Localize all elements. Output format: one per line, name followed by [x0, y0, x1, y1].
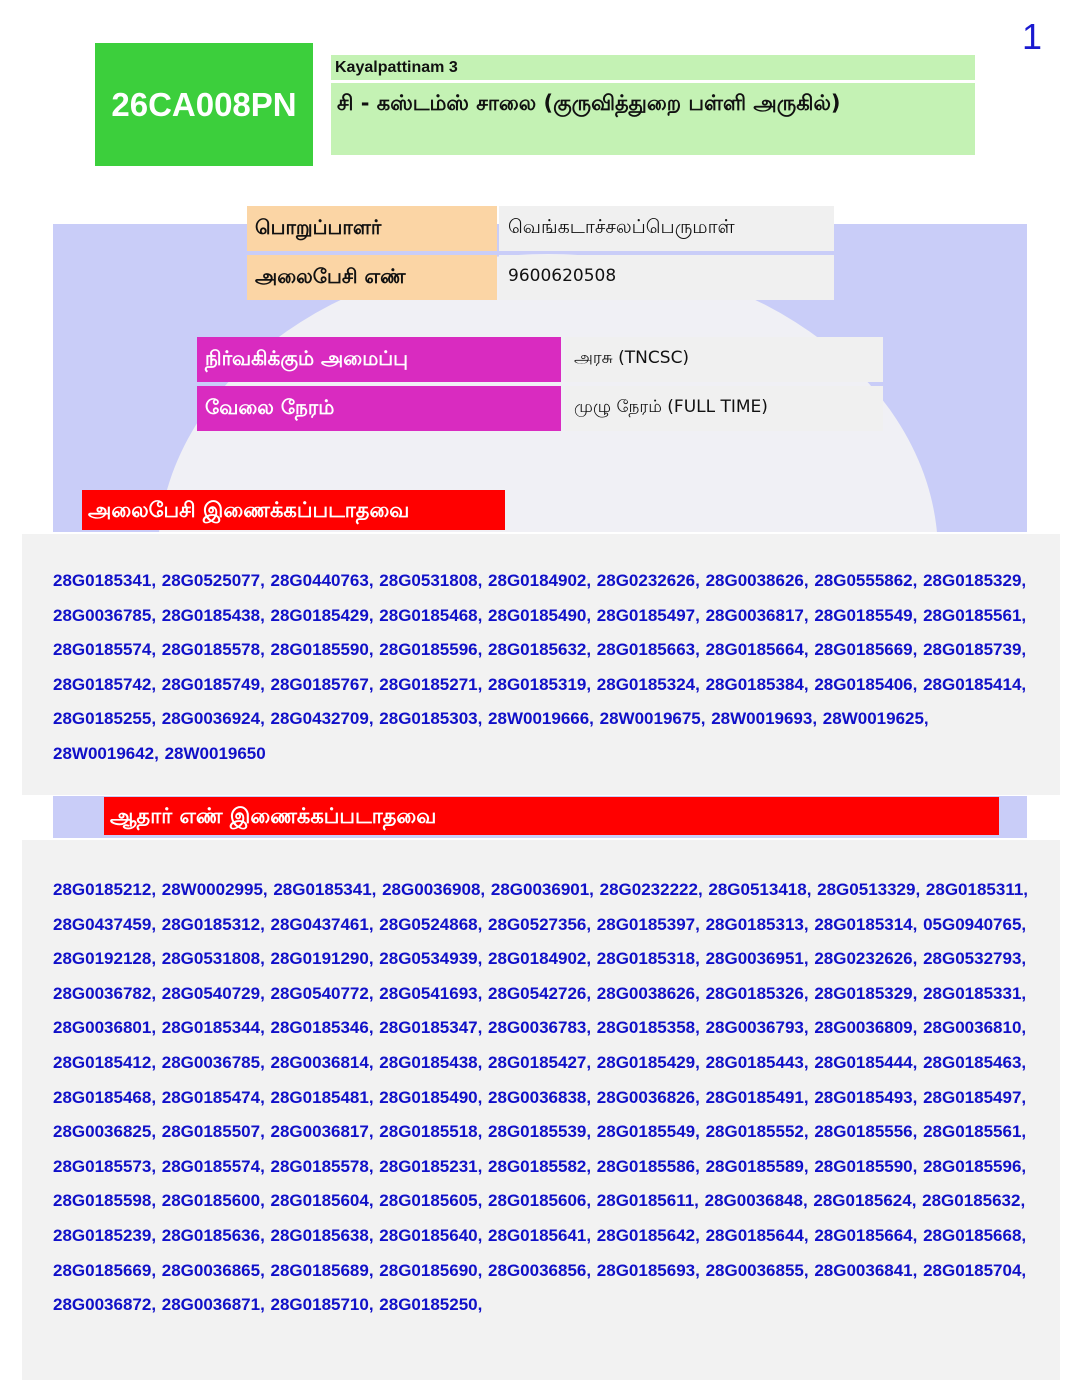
work-hours-label: வேலை நேரம் [197, 386, 561, 431]
mobile-unlinked-list: 28G0185341, 28G0525077, 28G0440763, 28G0531808, 28G0184902, 28G0232626, 28G0038626, 28G0555862, 28G0185329, 28G0036785, 28G0185438, 28G0185429, 28G0185468, 28G0185490, 28G0185497, 28G0036817, 28G0185549, 28G0185561, 28G0185574, 28G0185578, 28G0185590, 28G0185596, 28G0185632, 28G0185663, 28G0185664, 28G0185669, 28G0185739, 28G0185742, 28G0185749, 28G0185767, 28G0185271, 28G0185319, 28G0185324, 28G0185384, 28G0185406, 28G0185414, 28G0185255, 28G0036924, 28G0432709, 28G0185303, 28W0019666, 28W0019675, 28W0019693, 28W0019625, 28W0019642, 28W0019650 [53, 571, 1027, 763]
page-number: 1 [1021, 16, 1043, 57]
aadhaar-unlinked-panel [22, 840, 1060, 1380]
mobile-unlinked-header: அலைபேசி இணைக்கப்படாதவை [82, 490, 505, 530]
organisation-label: நிர்வகிக்கும் அமைப்பு [197, 337, 561, 382]
place-address: சி - கஸ்டம்ஸ் சாலை (குருவித்துறை பள்ளி அருகில்) [331, 83, 975, 155]
organisation-value: அரசு (TNCSC) [565, 337, 883, 382]
incharge-value: வெங்கடாச்சலப்பெருமாள் [499, 206, 834, 251]
mobile-unlinked-panel [22, 534, 1060, 795]
aadhaar-unlinked-list: 28G0185212, 28W0002995, 28G0185341, 28G0036908, 28G0036901, 28G0232222, 28G0513418, 28G0513329, 28G0185311, 28G0437459, 28G0185312, 28G0437461, 28G0524868, 28G0527356, 28G0185397, 28G0185313, 28G0185314, 05G0940765, 28G0192128, 28G0531808, 28G0191290, 28G0534939, 28G0184902, 28G0185318, 28G0036951, 28G0232626, 28G0532793, 28G0036782, 28G0540729, 28G0540772, 28G0541693, 28G0542726, 28G0038626, 28G0185326, 28G0185329, 28G0185331, 28G0036801, 28G0185344, 28G0185346, 28G0185347, 28G0036783, 28G0185358, 28G0036793, 28G0036809, 28G0036810, 28G0185412, 28G0036785, 28G0036814, 28G0185438, 28G0185427, 28G0185429, 28G0185443, 28G0185444, 28G0185463, 28G0185468, 28G0185474, 28G0185481, 28G0185490, 28G0036838, 28G0036826, 28G0185491, 28G0185493, 28G0185497, 28G0036825, 28G0185507, 28G0036817, 28G0185518, 28G0185539, 28G0185549, 28G0185552, 28G0185556, 28G0185561, 28G0185573, 28G0185574, 28G0185578, 28G0185231, 28G0185582, 28G0185586, 28G0185589, 28G0185590, 28G0185596, 28G0185598, 28G0185600, 28G0185604, 28G0185605, 28G0185606, 28G0185611, 28G0036848, 28G0185624, 28G0185632, 28G0185239, 28G0185636, 28G0185638, 28G0185640, 28G0185641, 28G0185642, 28G0185644, 28G0185664, 28G0185668, 28G0185669, 28G0036865, 28G0185689, 28G0185690, 28G0036856, 28G0185693, 28G0036855, 28G0036841, 28G0185704, 28G0036872, 28G0036871, 28G0185710, 28G0185250, [53, 880, 1029, 1315]
incharge-label: பொறுப்பாளர் [247, 206, 497, 251]
aadhaar-unlinked-header: ஆதார் எண் இணைக்கப்படாதவை [104, 797, 999, 835]
code-badge: 26CA008PN [95, 43, 313, 166]
work-hours-value: முழு நேரம் (FULL TIME) [565, 386, 883, 431]
phone-value: 9600620508 [499, 255, 834, 300]
place-name: Kayalpattinam 3 [331, 55, 975, 80]
phone-label: அலைபேசி எண் [247, 255, 497, 300]
